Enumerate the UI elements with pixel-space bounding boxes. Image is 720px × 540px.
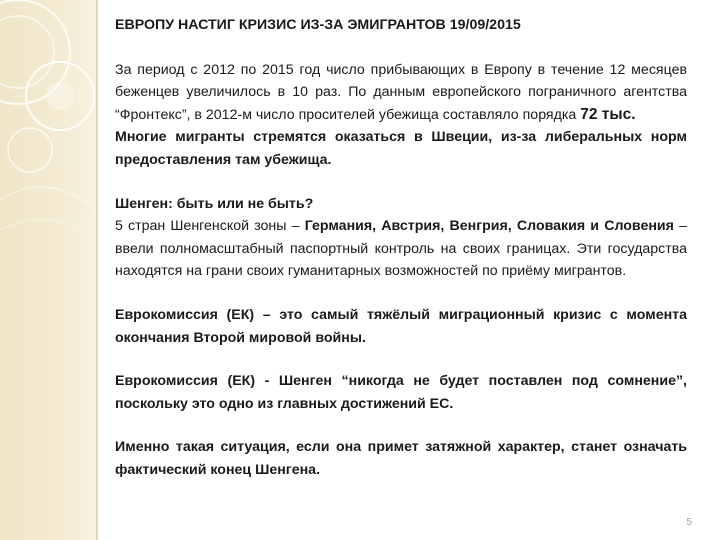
- schengen-heading: Шенген: быть или не быть?: [115, 195, 314, 212]
- countries-list: Германия, Австрия, Венгрия, Словакия и Словения: [304, 218, 674, 235]
- paragraph-sweden: Многие мигранты стремятся оказаться в Швеции, из-за либеральных норм предоставления там убежища.: [115, 129, 687, 168]
- decorative-side-panel: [0, 0, 96, 540]
- paragraph-conclusion: Именно такая ситуация, если она примет затяжной характер, станет означать фактический конец Шенгена.: [115, 439, 687, 478]
- decorative-circles-graphic: [0, 0, 96, 540]
- paragraph-ec-schengen: Еврокомиссия (ЕК) - Шенген “никогда не будет поставлен под сомнение”, поскольку это одно из главных достижений ЕС.: [115, 373, 687, 412]
- statistics-text: За период с 2012 по 2015 год число прибывающих в Европу в течение 12 месяцев беженцев увеличилось в 10 раз. По данным европейского пограничного агентства “Фронтекс”, в 2012-м число просителей убежища составляло порядка: [115, 61, 687, 123]
- panel-divider: [96, 0, 98, 540]
- paragraph-ec-crisis: Еврокомиссия (ЕК) – это самый тяжёлый миграционный кризис с момента окончания Второй мировой войны.: [115, 306, 687, 346]
- text-content: [115, 14, 687, 482]
- slide-title: ЕВРОПУ НАСТИГ КРИЗИС ИЗ-ЗА ЭМИГРАНТОВ 19/09/2015: [115, 17, 521, 33]
- paragraph-statistics: [115, 59, 687, 127]
- border-control-text-1: 5 стран Шенгенской зоны –: [115, 218, 305, 235]
- paragraph-border-control: [115, 215, 687, 283]
- statistics-highlight: 72 тыс.: [580, 105, 636, 123]
- border-control-text-2: – ввели полномасштабный паспортный контроль на своих границах. Эти государства находятся на грани своих гуманитарных возможностей по приёму мигрантов.: [115, 218, 687, 280]
- page-number: 5: [686, 517, 692, 528]
